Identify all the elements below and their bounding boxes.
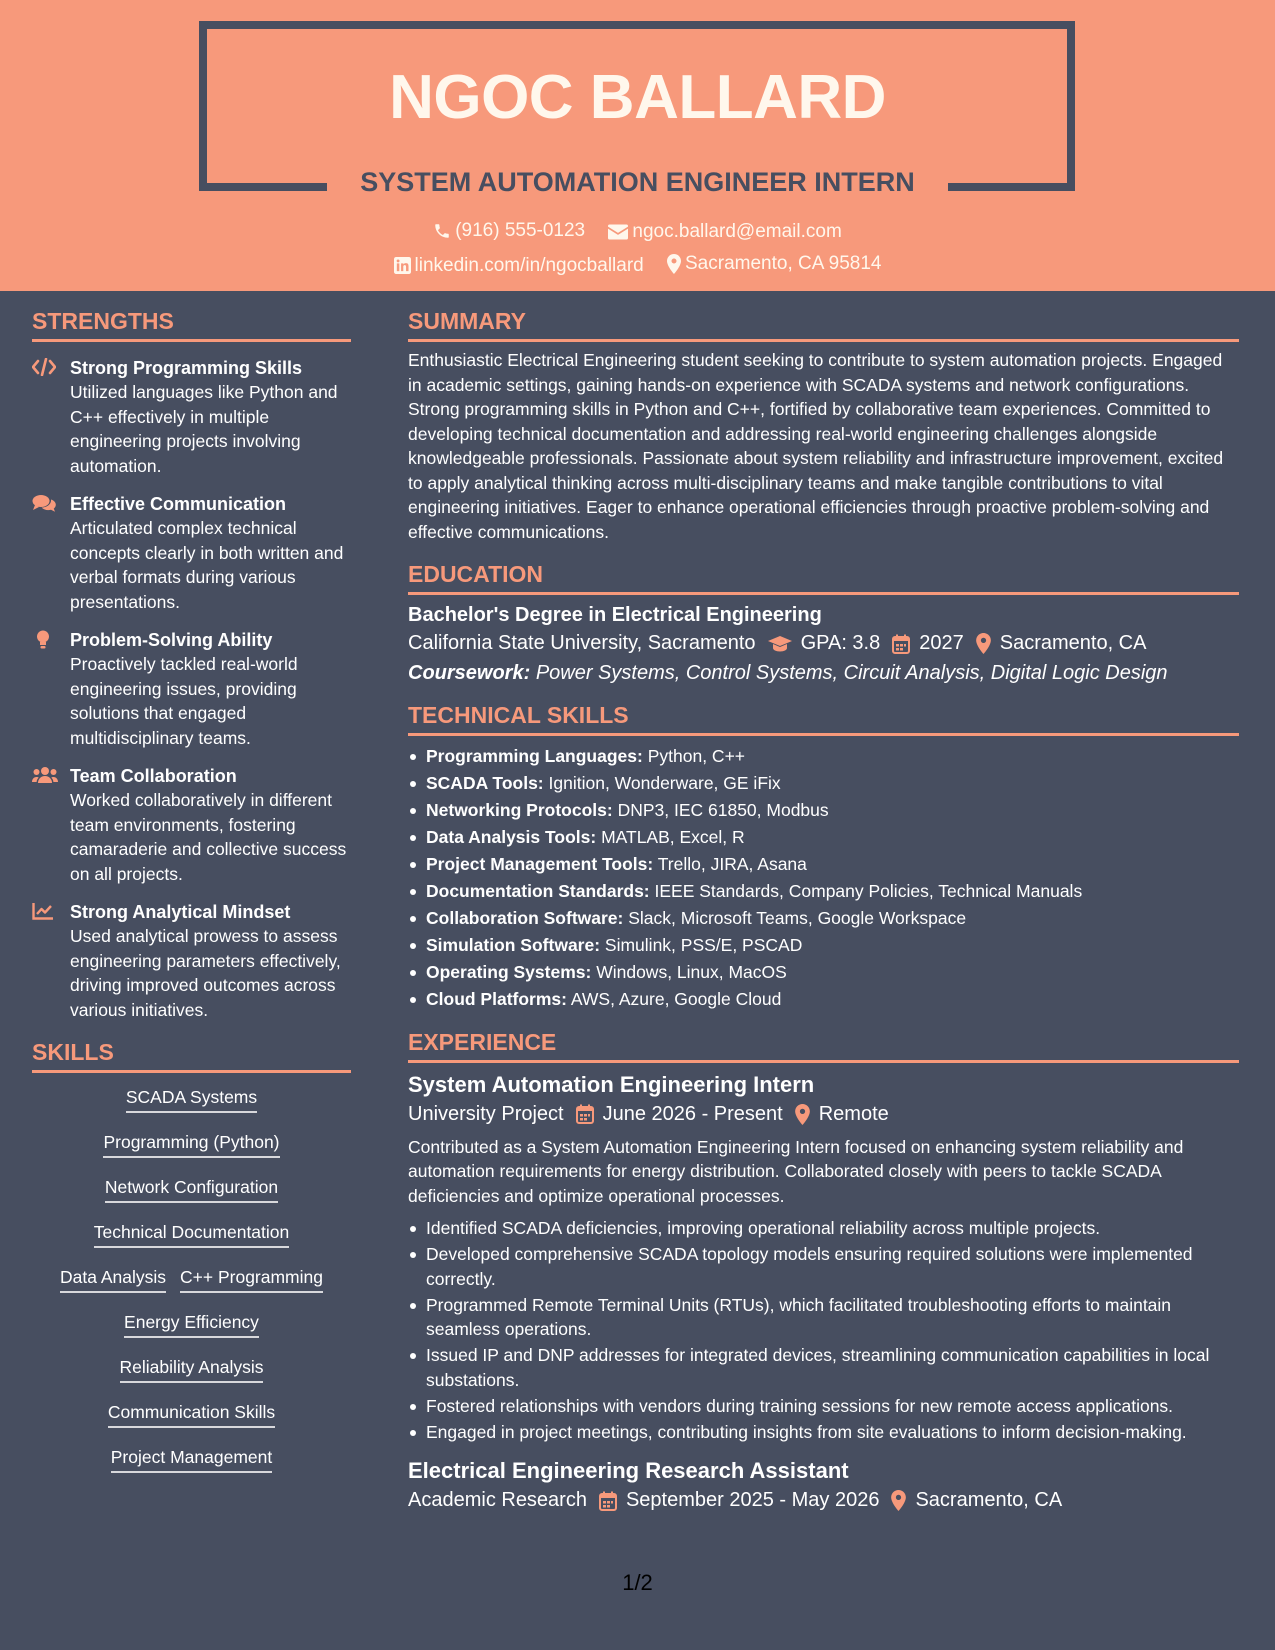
- skill-value: Trello, JIRA, Asana: [657, 854, 807, 874]
- skill-tag: Communication Skills: [108, 1402, 275, 1428]
- strength-item: [32, 764, 351, 886]
- list-item: [408, 825, 1239, 850]
- list-item: [408, 960, 1239, 985]
- coursework-label: Coursework:: [408, 662, 531, 684]
- comments-icon: [32, 494, 56, 512]
- list-item: [408, 933, 1239, 958]
- skill-label: Collaboration Software:: [426, 908, 624, 928]
- skills-tags: [32, 1087, 351, 1473]
- phone-icon: [433, 222, 451, 240]
- resume-header: [0, 0, 1275, 291]
- strength-title: Strong Analytical Mindset: [70, 902, 291, 922]
- list-item: Engaged in project meetings, contributing insights from site evaluations to inform decision-making.: [408, 1420, 1239, 1445]
- skill-tag: Data Analysis: [60, 1267, 166, 1293]
- skill-label: Operating Systems:: [426, 962, 592, 982]
- location-text: Sacramento, CA 95814: [685, 253, 882, 274]
- skill-tag: Project Management: [111, 1447, 272, 1473]
- linkedin-icon: [394, 257, 411, 274]
- list-item: Programmed Remote Terminal Units (RTUs), which facilitated troubleshooting efforts to maintain seamless operations.: [408, 1293, 1239, 1342]
- users-icon: [32, 766, 58, 784]
- coursework-list: Power Systems, Control Systems, Circuit Analysis, Digital Logic Design: [535, 662, 1168, 684]
- strength-description: Used analytical prowess to assess engineering parameters effectively, driving improved outcomes across various initiatives.: [70, 926, 341, 1020]
- linkedin-text: linkedin.com/in/ngocballard: [414, 254, 644, 276]
- lightbulb-icon: [32, 630, 56, 650]
- skill-label: Documentation Standards:: [426, 881, 650, 901]
- graduation-cap-icon: [768, 635, 792, 653]
- strengths-heading: STRENGTHS: [32, 308, 351, 342]
- skill-label: Cloud Platforms:: [426, 989, 567, 1009]
- skill-value: Slack, Microsoft Teams, Google Workspace: [628, 908, 967, 928]
- email-contact[interactable]: [608, 221, 841, 243]
- strength-description: Proactively tackled real-world engineering issues, providing solutions that engaged multidisciplinary teams.: [70, 654, 298, 748]
- list-item: [408, 906, 1239, 931]
- school-name: California State University, Sacramento: [408, 632, 756, 654]
- education-heading: EDUCATION: [408, 561, 1239, 595]
- phone-text: (916) 555-0123: [455, 220, 586, 241]
- skill-value: Simulink, PSS/E, PSCAD: [604, 935, 803, 955]
- job-role: System Automation Engineering Intern: [408, 1071, 815, 1097]
- list-item: [408, 798, 1239, 823]
- strength-description: Worked collaboratively in different team environments, fostering camaraderie and collective success on all projects.: [70, 790, 347, 884]
- list-item: Fostered relationships with vendors during training sessions for new remote access applications.: [408, 1394, 1239, 1419]
- job-title: SYSTEM AUTOMATION ENGINEER INTERN: [360, 167, 915, 197]
- skill-tag: Programming (Python): [103, 1132, 279, 1158]
- summary-text: Enthusiastic Electrical Engineering student seeking to contribute to system automation projects. Engaged in academic settings, gaining hands-on experience with SCADA systems and network configurations. Strong programming skills in Python and C++, fortified by collaborative team experiences. Committed to developing technical documentation and addressing real-world engineering challenges alongside knowledgeable professionals. Passionate about system reliability and infrastructure improvement, excited to apply analytical thinking across multi-disciplinary teams and make tangible contributions to vital engineering initiatives. Eager to enhance operational efficiencies through proactive problem-solving and effective communications.: [408, 350, 1224, 542]
- map-marker-icon: [891, 1490, 906, 1511]
- list-item: Issued IP and DNP addresses for integrated devices, streamlining communication capabilities in local substations.: [408, 1343, 1239, 1392]
- job-dates: June 2026 - Present: [602, 1102, 783, 1125]
- job-bullets: [408, 1216, 1239, 1444]
- strength-title: Team Collaboration: [70, 766, 237, 786]
- job-org: University Project: [408, 1102, 564, 1125]
- skill-tag: C++ Programming: [180, 1267, 323, 1293]
- list-item: Developed comprehensive SCADA topology models ensuring required solutions were implemented correctly.: [408, 1242, 1239, 1291]
- skill-tag: Network Configuration: [105, 1177, 278, 1203]
- skill-tag: Energy Efficiency: [124, 1312, 259, 1338]
- skill-label: Data Analysis Tools:: [426, 827, 597, 847]
- skill-value: IEEE Standards, Company Policies, Technical Manuals: [654, 881, 1083, 901]
- strength-item: [32, 628, 351, 750]
- phone-contact[interactable]: [433, 220, 585, 242]
- strength-title: Effective Communication: [70, 494, 287, 514]
- strength-item: [32, 492, 351, 614]
- job-location: Sacramento, CA: [915, 1489, 1063, 1511]
- calendar-icon: [576, 1104, 594, 1124]
- job-description: Contributed as a System Automation Engineering Intern focused on enhancing system reliability and automation requirements for energy distribution. Collaborated closely with peers to tackle SCADA deficiencies and optimize operational processes.: [408, 1136, 1184, 1206]
- map-marker-icon: [795, 1104, 810, 1125]
- strength-description: Articulated complex technical concepts clearly in both written and verbal formats during various presentations.: [70, 518, 344, 612]
- skill-value: AWS, Azure, Google Cloud: [570, 989, 782, 1009]
- map-marker-icon: [667, 254, 681, 274]
- skill-tag: Technical Documentation: [94, 1222, 290, 1248]
- skill-label: Programming Languages:: [426, 746, 643, 766]
- school-location: Sacramento, CA: [999, 632, 1147, 654]
- code-icon: [32, 358, 56, 376]
- envelope-icon: [608, 224, 628, 240]
- strength-title: Problem-Solving Ability: [70, 630, 273, 650]
- calendar-icon: [599, 1491, 617, 1511]
- education-meta: [408, 632, 1239, 655]
- calendar-icon: [892, 634, 910, 654]
- strength-item: [32, 900, 351, 1022]
- summary-heading: SUMMARY: [408, 308, 1239, 342]
- strength-item: [32, 356, 351, 478]
- skill-value: MATLAB, Excel, R: [601, 827, 745, 847]
- list-item: [408, 987, 1239, 1012]
- map-marker-icon: [976, 633, 991, 654]
- contact-row-2: [0, 253, 1275, 280]
- candidate-name: NGOC BALLARD: [389, 63, 886, 132]
- right-column: [408, 291, 1239, 1512]
- degree: Bachelor's Degree in Electrical Engineering: [408, 604, 822, 626]
- linkedin-contact[interactable]: [394, 255, 644, 277]
- skill-tag: SCADA Systems: [126, 1087, 257, 1113]
- job-role: Electrical Engineering Research Assistant: [408, 1458, 849, 1483]
- list-item: [408, 852, 1239, 877]
- list-item: [408, 771, 1239, 796]
- experience-heading: EXPERIENCE: [408, 1029, 1239, 1063]
- left-column: [32, 291, 351, 1492]
- page-number: 1/2: [622, 1570, 653, 1595]
- strength-description: Utilized languages like Python and C++ effectively in multiple engineering projects involving automation.: [70, 382, 338, 476]
- job-meta: [408, 1103, 1239, 1126]
- skill-value: Python, C++: [647, 746, 746, 766]
- skill-label: Networking Protocols:: [426, 800, 613, 820]
- job-org: Academic Research: [408, 1489, 587, 1511]
- skill-label: SCADA Tools:: [426, 773, 544, 793]
- skill-label: Simulation Software:: [426, 935, 601, 955]
- technical-skills-list: [408, 744, 1239, 1012]
- job-meta: [408, 1489, 1239, 1512]
- skill-tag: Reliability Analysis: [120, 1357, 264, 1383]
- coursework: [408, 662, 1239, 685]
- skill-value: Windows, Linux, MacOS: [596, 962, 787, 982]
- location-contact: [667, 253, 881, 275]
- skills-heading: SKILLS: [32, 1039, 351, 1073]
- technical-skills-heading: TECHNICAL SKILLS: [408, 702, 1239, 736]
- email-text: ngoc.ballard@email.com: [632, 221, 842, 242]
- list-item: Identified SCADA deficiencies, improving operational reliability across multiple projects.: [408, 1216, 1239, 1241]
- contact-row-1: [0, 220, 1275, 246]
- job-location: Remote: [818, 1102, 889, 1125]
- graduation-year: 2027: [919, 632, 964, 654]
- skill-value: DNP3, IEC 61850, Modbus: [617, 800, 829, 820]
- chart-line-icon: [32, 902, 54, 920]
- strength-title: Strong Programming Skills: [70, 358, 303, 378]
- job-dates: September 2025 - May 2026: [625, 1489, 880, 1511]
- skill-value: Ignition, Wonderware, GE iFix: [548, 773, 781, 793]
- list-item: [408, 744, 1239, 769]
- skill-label: Project Management Tools:: [426, 854, 654, 874]
- gpa: GPA: 3.8: [800, 632, 881, 654]
- list-item: [408, 879, 1239, 904]
